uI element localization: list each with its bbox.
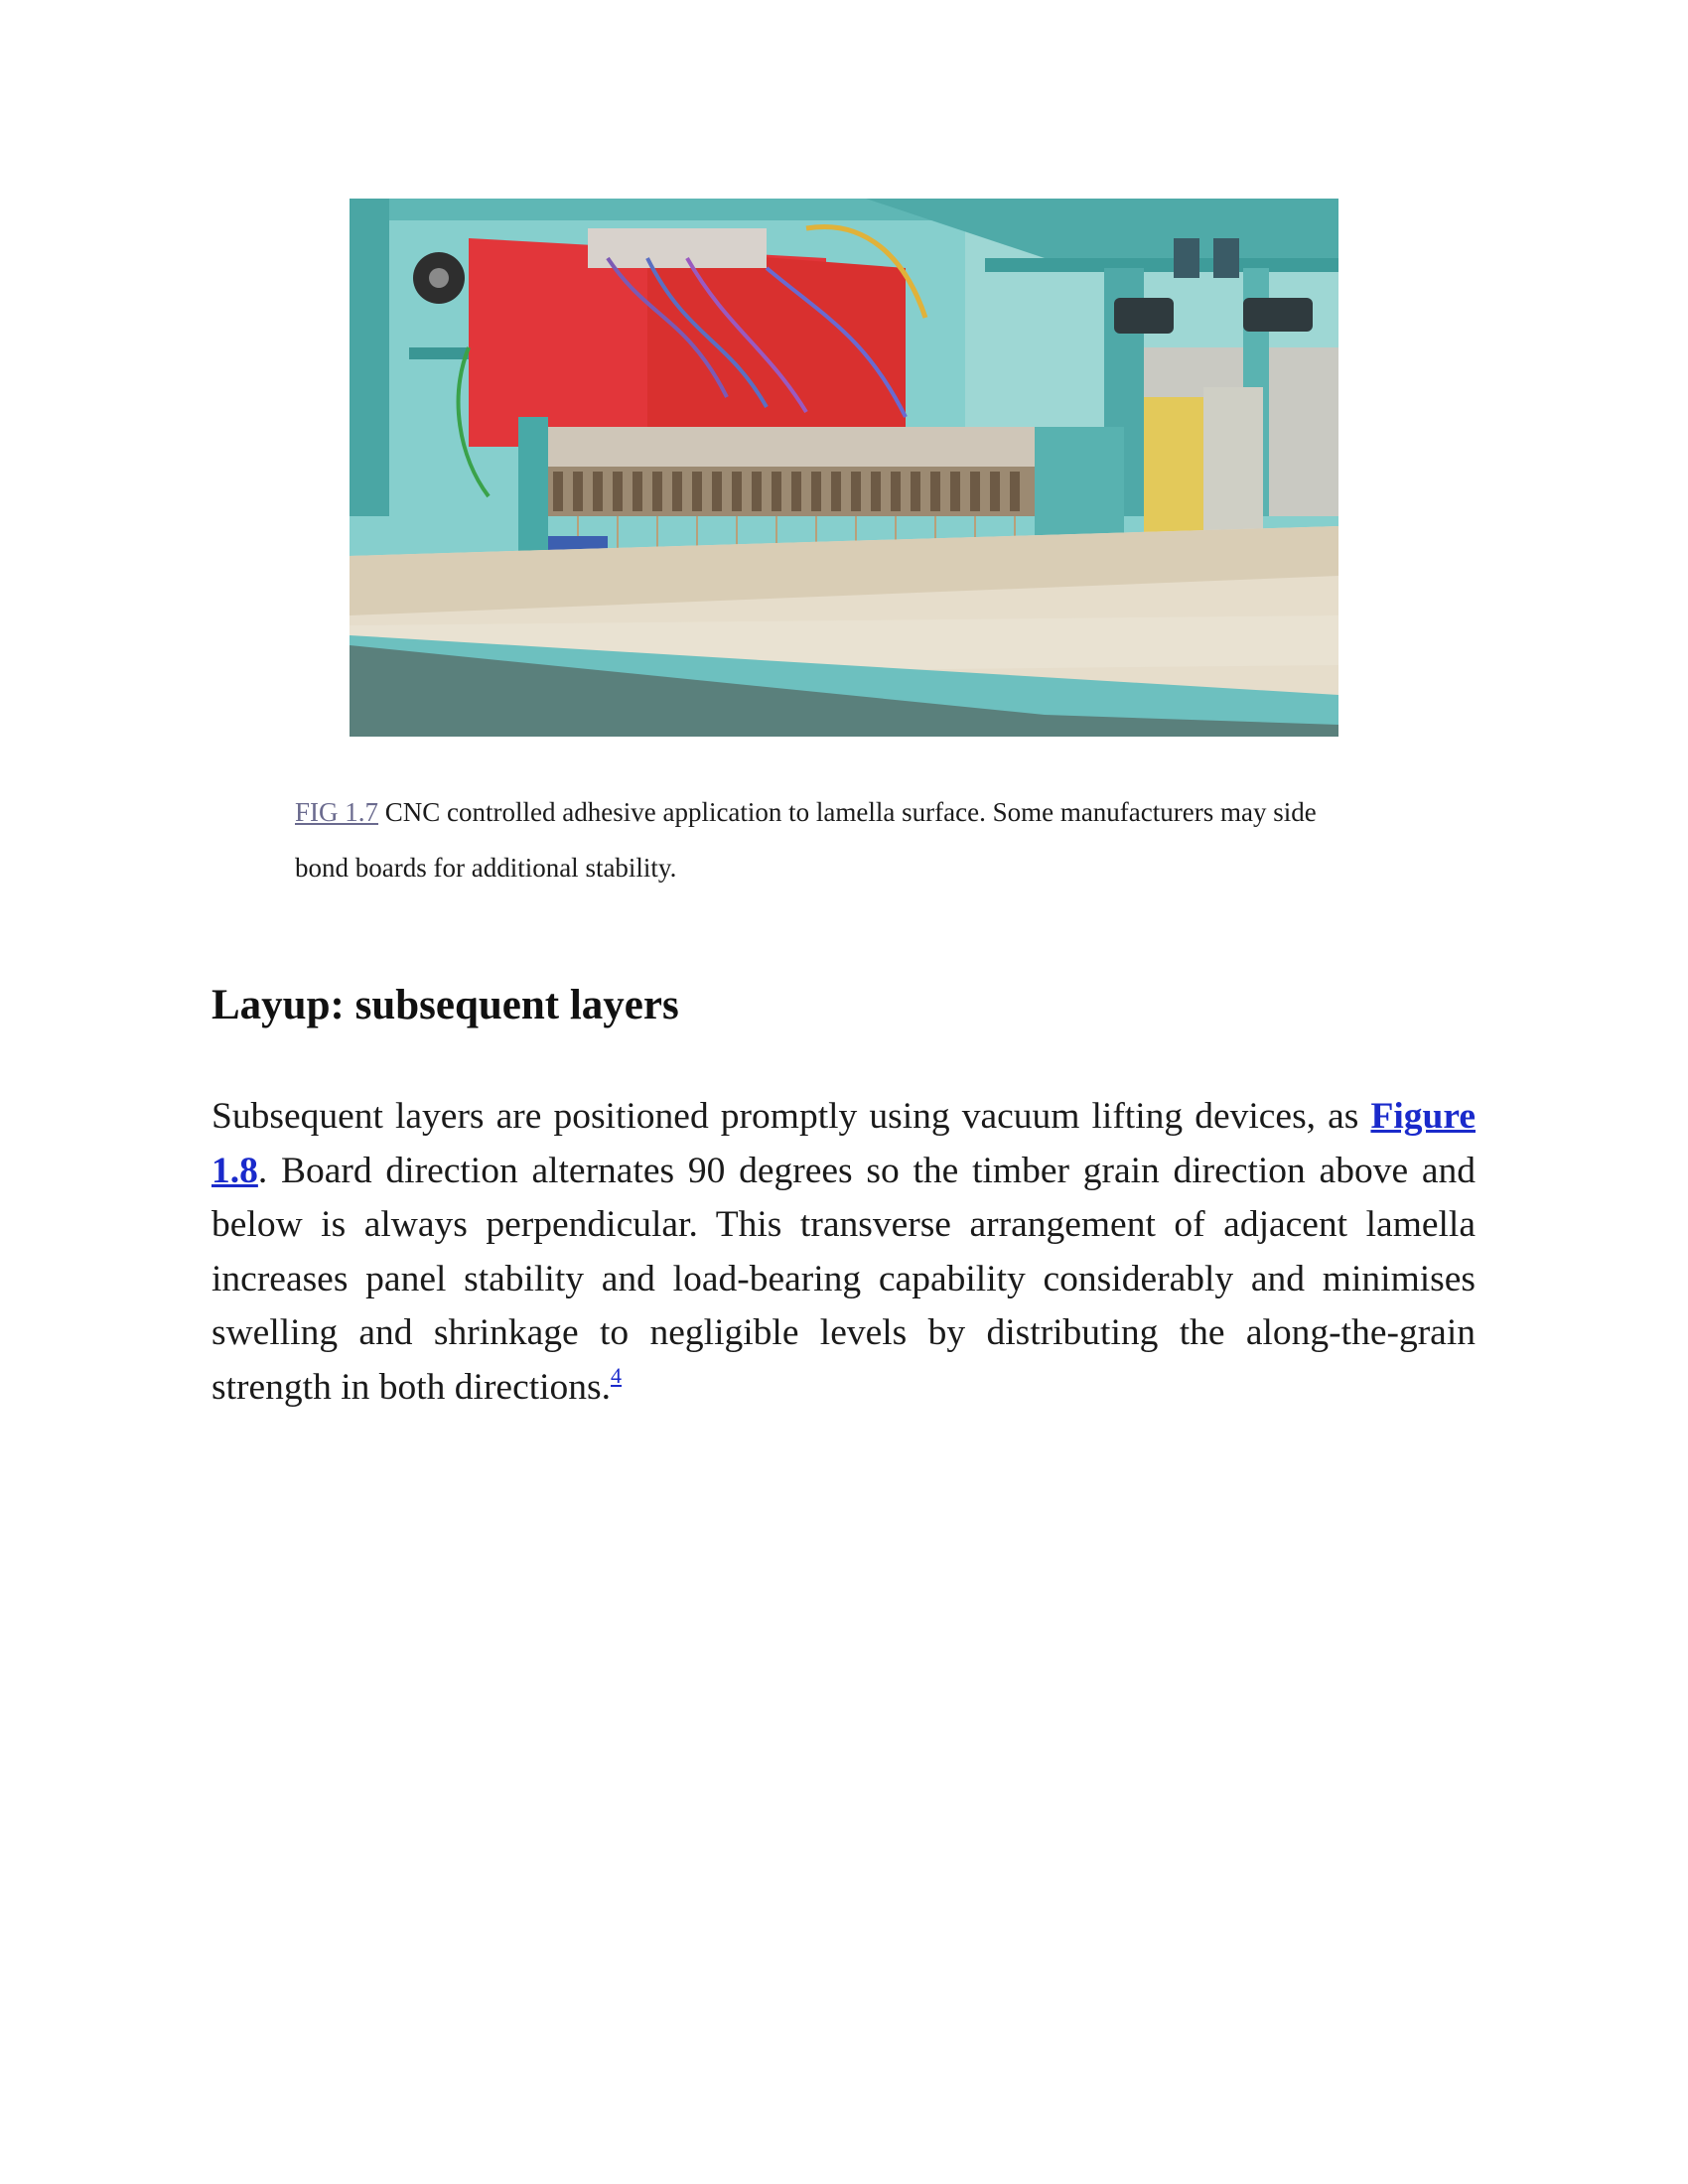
adhesive-application-photo bbox=[350, 199, 1338, 737]
body-paragraph bbox=[211, 1090, 1476, 1415]
paragraph-text-2: . Board direction alternates 90 degrees so the timber grain direction above and below is always perpendicular. This transverse arrangement of adjacent lamella increases panel stability and load-bearing capability considerably and minimises swelling and shrinkage to negligible levels by distributing the along-the-grain strength in both directions. bbox=[211, 1150, 1476, 1408]
caption-text: CNC controlled adhesive application to lamella surface. Some manufacturers may side bond boards for additional stability. bbox=[295, 797, 1317, 883]
figure-ref-link[interactable]: FIG 1.7 bbox=[295, 797, 379, 827]
footnote-ref-link[interactable]: 4 bbox=[611, 1362, 623, 1388]
paragraph-text-1: Subsequent layers are positioned promptly using vacuum lifting devices, as bbox=[211, 1096, 1371, 1137]
figure-caption bbox=[295, 784, 1347, 895]
figure-1-8-link[interactable]: Figure 1.8 bbox=[211, 1096, 1476, 1191]
section-heading: Layup: subsequent layers bbox=[211, 982, 679, 1028]
